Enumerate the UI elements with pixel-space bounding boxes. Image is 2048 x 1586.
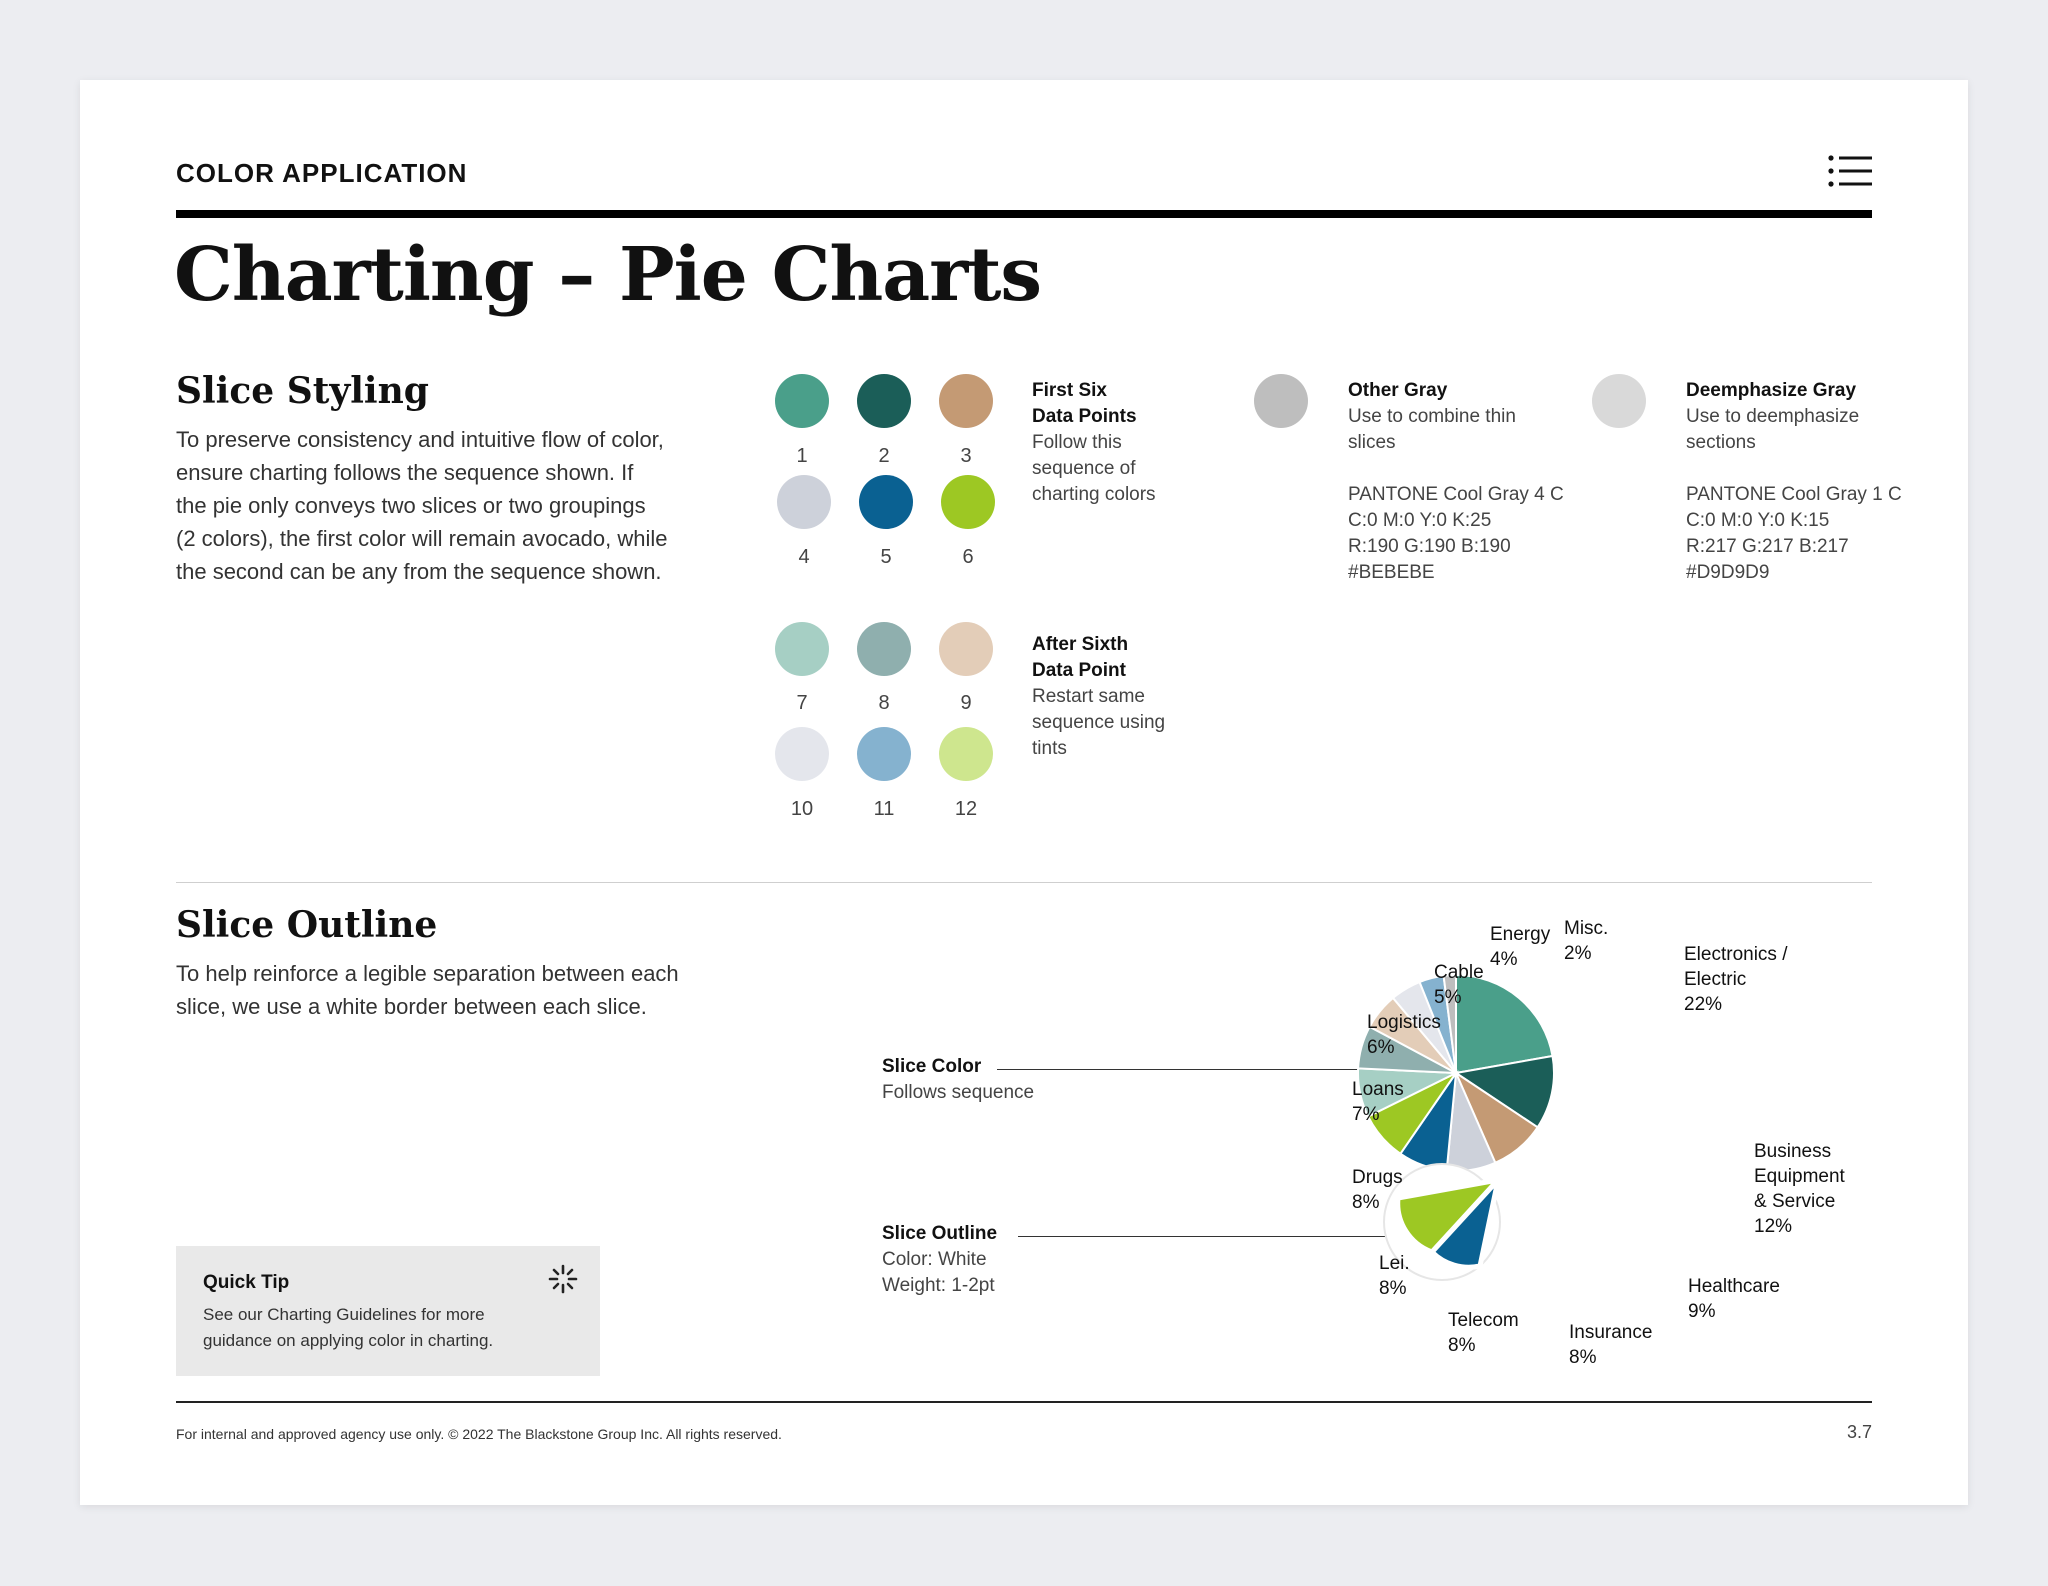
pie-label-energy (1490, 922, 1550, 972)
slice-color-title: Slice Color (882, 1056, 982, 1077)
pie-label-text: Telecom (1448, 1310, 1519, 1331)
first-six-note (1032, 378, 1202, 508)
deemphasize-gray-spec: #D9D9D9 (1686, 562, 1770, 583)
color-swatch-1 (775, 374, 829, 428)
pie-label-text: Misc. (1564, 918, 1609, 939)
slice-outline-callout (882, 1221, 997, 1299)
pie-label-electronics (1684, 942, 1787, 1017)
color-swatch-4 (777, 475, 831, 529)
pie-label-text: Healthcare (1688, 1276, 1780, 1297)
swatch-number: 12 (954, 798, 978, 820)
other-gray-swatch (1254, 374, 1308, 428)
first-six-title: First Six (1032, 380, 1107, 401)
body-line: To preserve consistency and intuitive flow of color, (176, 427, 664, 452)
footer-rule (176, 1401, 1872, 1403)
deemphasize-gray-title: Deemphasize Gray (1686, 380, 1857, 401)
pie-label-text: Loans (1352, 1079, 1404, 1100)
body-line: the second can be any from the sequence shown. (176, 559, 662, 584)
deemphasize-gray-spec: C:0 M:0 Y:0 K:15 (1686, 510, 1830, 531)
color-swatch-5 (859, 475, 913, 529)
pie-label-text: Drugs (1352, 1167, 1403, 1188)
swatch-number: 1 (796, 445, 808, 467)
pie-label-pct: 5% (1434, 987, 1462, 1008)
sparkle-icon (548, 1264, 578, 1294)
slice-styling-body (176, 423, 736, 588)
color-swatch-3 (939, 374, 993, 428)
color-swatch-8 (857, 622, 911, 676)
first-six-desc: sequence of (1032, 458, 1136, 479)
pie-label-text: Electric (1684, 969, 1747, 990)
pie-label-pct: 7% (1352, 1104, 1380, 1125)
pie-label-leisure (1379, 1251, 1410, 1301)
swatch-number: 8 (878, 692, 890, 714)
pie-label-pct: 22% (1684, 994, 1723, 1015)
pie-label-pct: 12% (1754, 1216, 1793, 1237)
other-gray-title: Other Gray (1348, 380, 1448, 401)
deemphasize-gray-desc: sections (1686, 432, 1756, 453)
swatch-number: 2 (878, 445, 890, 467)
pie-label-pct: 9% (1688, 1301, 1716, 1322)
body-line: (2 colors), the first color will remain avocado, while (176, 526, 668, 551)
slice-color-leader-line (997, 1069, 1409, 1070)
deemphasize-gray-desc: Use to deemphasize (1686, 406, 1860, 427)
pie-label-logistics (1367, 1010, 1441, 1060)
page-number: 3.7 (1846, 1422, 1872, 1442)
deemphasize-gray-swatch (1592, 374, 1646, 428)
deemphasize-gray-spec: PANTONE Cool Gray 1 C (1686, 484, 1902, 505)
color-swatch-7 (775, 622, 829, 676)
pie-label-pct: 4% (1490, 949, 1518, 970)
slice-color-callout (882, 1054, 1034, 1106)
swatch-number: 6 (962, 546, 974, 568)
slice-outline-desc: Weight: 1-2pt (882, 1275, 995, 1296)
pie-label-text: & Service (1754, 1191, 1836, 1212)
first-six-title: Data Points (1032, 406, 1137, 427)
page-title: Charting – Pie Charts (174, 232, 1042, 318)
pie-label-pct: 6% (1367, 1037, 1395, 1058)
slice-outline-body (176, 957, 756, 1023)
pie-label-text: Electronics / (1684, 944, 1788, 965)
other-gray-desc: slices (1348, 432, 1396, 453)
pie-label-text: Logistics (1367, 1012, 1441, 1033)
slice-outline-heading: Slice Outline (176, 904, 438, 946)
other-gray-note (1348, 378, 1588, 586)
body-line: To help reinforce a legible separation between each (176, 961, 679, 986)
after-sixth-title: After Sixth (1032, 634, 1129, 655)
other-gray-spec: PANTONE Cool Gray 4 C (1348, 484, 1564, 505)
after-sixth-desc: Restart same (1032, 686, 1145, 707)
pie-label-pct: 8% (1352, 1192, 1380, 1213)
swatch-number: 9 (960, 692, 972, 714)
slice-styling-heading: Slice Styling (176, 370, 429, 412)
pie-label-misc (1564, 916, 1608, 966)
body-line: the pie only conveys two slices or two groupings (176, 493, 646, 518)
pie-label-telecom (1448, 1308, 1519, 1358)
slice-color-desc: Follows sequence (882, 1082, 1035, 1103)
pie-label-insurance (1569, 1320, 1652, 1370)
body-line: ensure charting follows the sequence shown. If (176, 460, 634, 485)
other-gray-spec: #BEBEBE (1348, 562, 1435, 583)
quick-tip-title: Quick Tip (203, 1272, 290, 1293)
pie-label-text: Lei. (1379, 1253, 1410, 1274)
other-gray-spec: C:0 M:0 Y:0 K:25 (1348, 510, 1492, 531)
list-menu-icon[interactable] (1828, 154, 1872, 188)
pie-label-pct: 2% (1564, 943, 1592, 964)
pie-label-pct: 8% (1569, 1347, 1597, 1368)
header-rule (176, 210, 1872, 218)
swatch-number: 4 (798, 546, 810, 568)
pie-label-text: Cable (1434, 962, 1484, 983)
pie-label-text: Equipment (1754, 1166, 1845, 1187)
quick-tip-line: guidance on applying color in charting. (203, 1331, 494, 1350)
pie-label-text: Energy (1490, 924, 1551, 945)
deemphasize-gray-note (1686, 378, 1926, 586)
swatch-number: 7 (796, 692, 808, 714)
swatch-number: 5 (880, 546, 892, 568)
color-swatch-12 (939, 727, 993, 781)
deemphasize-gray-spec: R:217 G:217 B:217 (1686, 536, 1849, 557)
color-swatch-6 (941, 475, 995, 529)
after-sixth-title: Data Point (1032, 660, 1126, 681)
first-six-desc: charting colors (1032, 484, 1156, 505)
pie-label-drugs (1352, 1165, 1403, 1215)
slice-outline-leader-line (1018, 1236, 1392, 1237)
first-six-desc: Follow this (1032, 432, 1122, 453)
swatch-number: 11 (873, 798, 895, 820)
slice-outline-desc: Color: White (882, 1249, 987, 1270)
section-divider (176, 882, 1872, 883)
slice-outline-title: Slice Outline (882, 1223, 998, 1244)
after-sixth-note (1032, 632, 1202, 762)
pie-label-pct: 8% (1379, 1278, 1407, 1299)
pie-label-business-equipment (1754, 1139, 1845, 1239)
swatch-number: 3 (960, 445, 972, 467)
pie-label-pct: 8% (1448, 1335, 1476, 1356)
pie-label-healthcare (1688, 1274, 1780, 1324)
page (80, 80, 1968, 1505)
color-swatch-2 (857, 374, 911, 428)
body-line: slice, we use a white border between each slice. (176, 994, 647, 1019)
after-sixth-desc: sequence using (1032, 712, 1166, 733)
pie-label-cable (1434, 960, 1484, 1010)
color-swatch-10 (775, 727, 829, 781)
pie-label-text: Business (1754, 1141, 1832, 1162)
other-gray-spec: R:190 G:190 B:190 (1348, 536, 1511, 557)
color-swatch-9 (939, 622, 993, 676)
color-swatch-11 (857, 727, 911, 781)
footer-legal-text: For internal and approved agency use only. © 2022 The Blackstone Group Inc. All rights reserved. (176, 1426, 782, 1442)
quick-tip-body (203, 1302, 493, 1354)
swatch-number: 10 (790, 798, 814, 820)
after-sixth-desc: tints (1032, 738, 1067, 759)
pie-label-text: Insurance (1569, 1322, 1653, 1343)
pie-label-loans (1352, 1077, 1404, 1127)
quick-tip-box (176, 1246, 600, 1376)
other-gray-desc: Use to combine thin (1348, 406, 1516, 427)
section-label: COLOR APPLICATION (176, 158, 468, 188)
quick-tip-line: See our Charting Guidelines for more (203, 1305, 485, 1324)
